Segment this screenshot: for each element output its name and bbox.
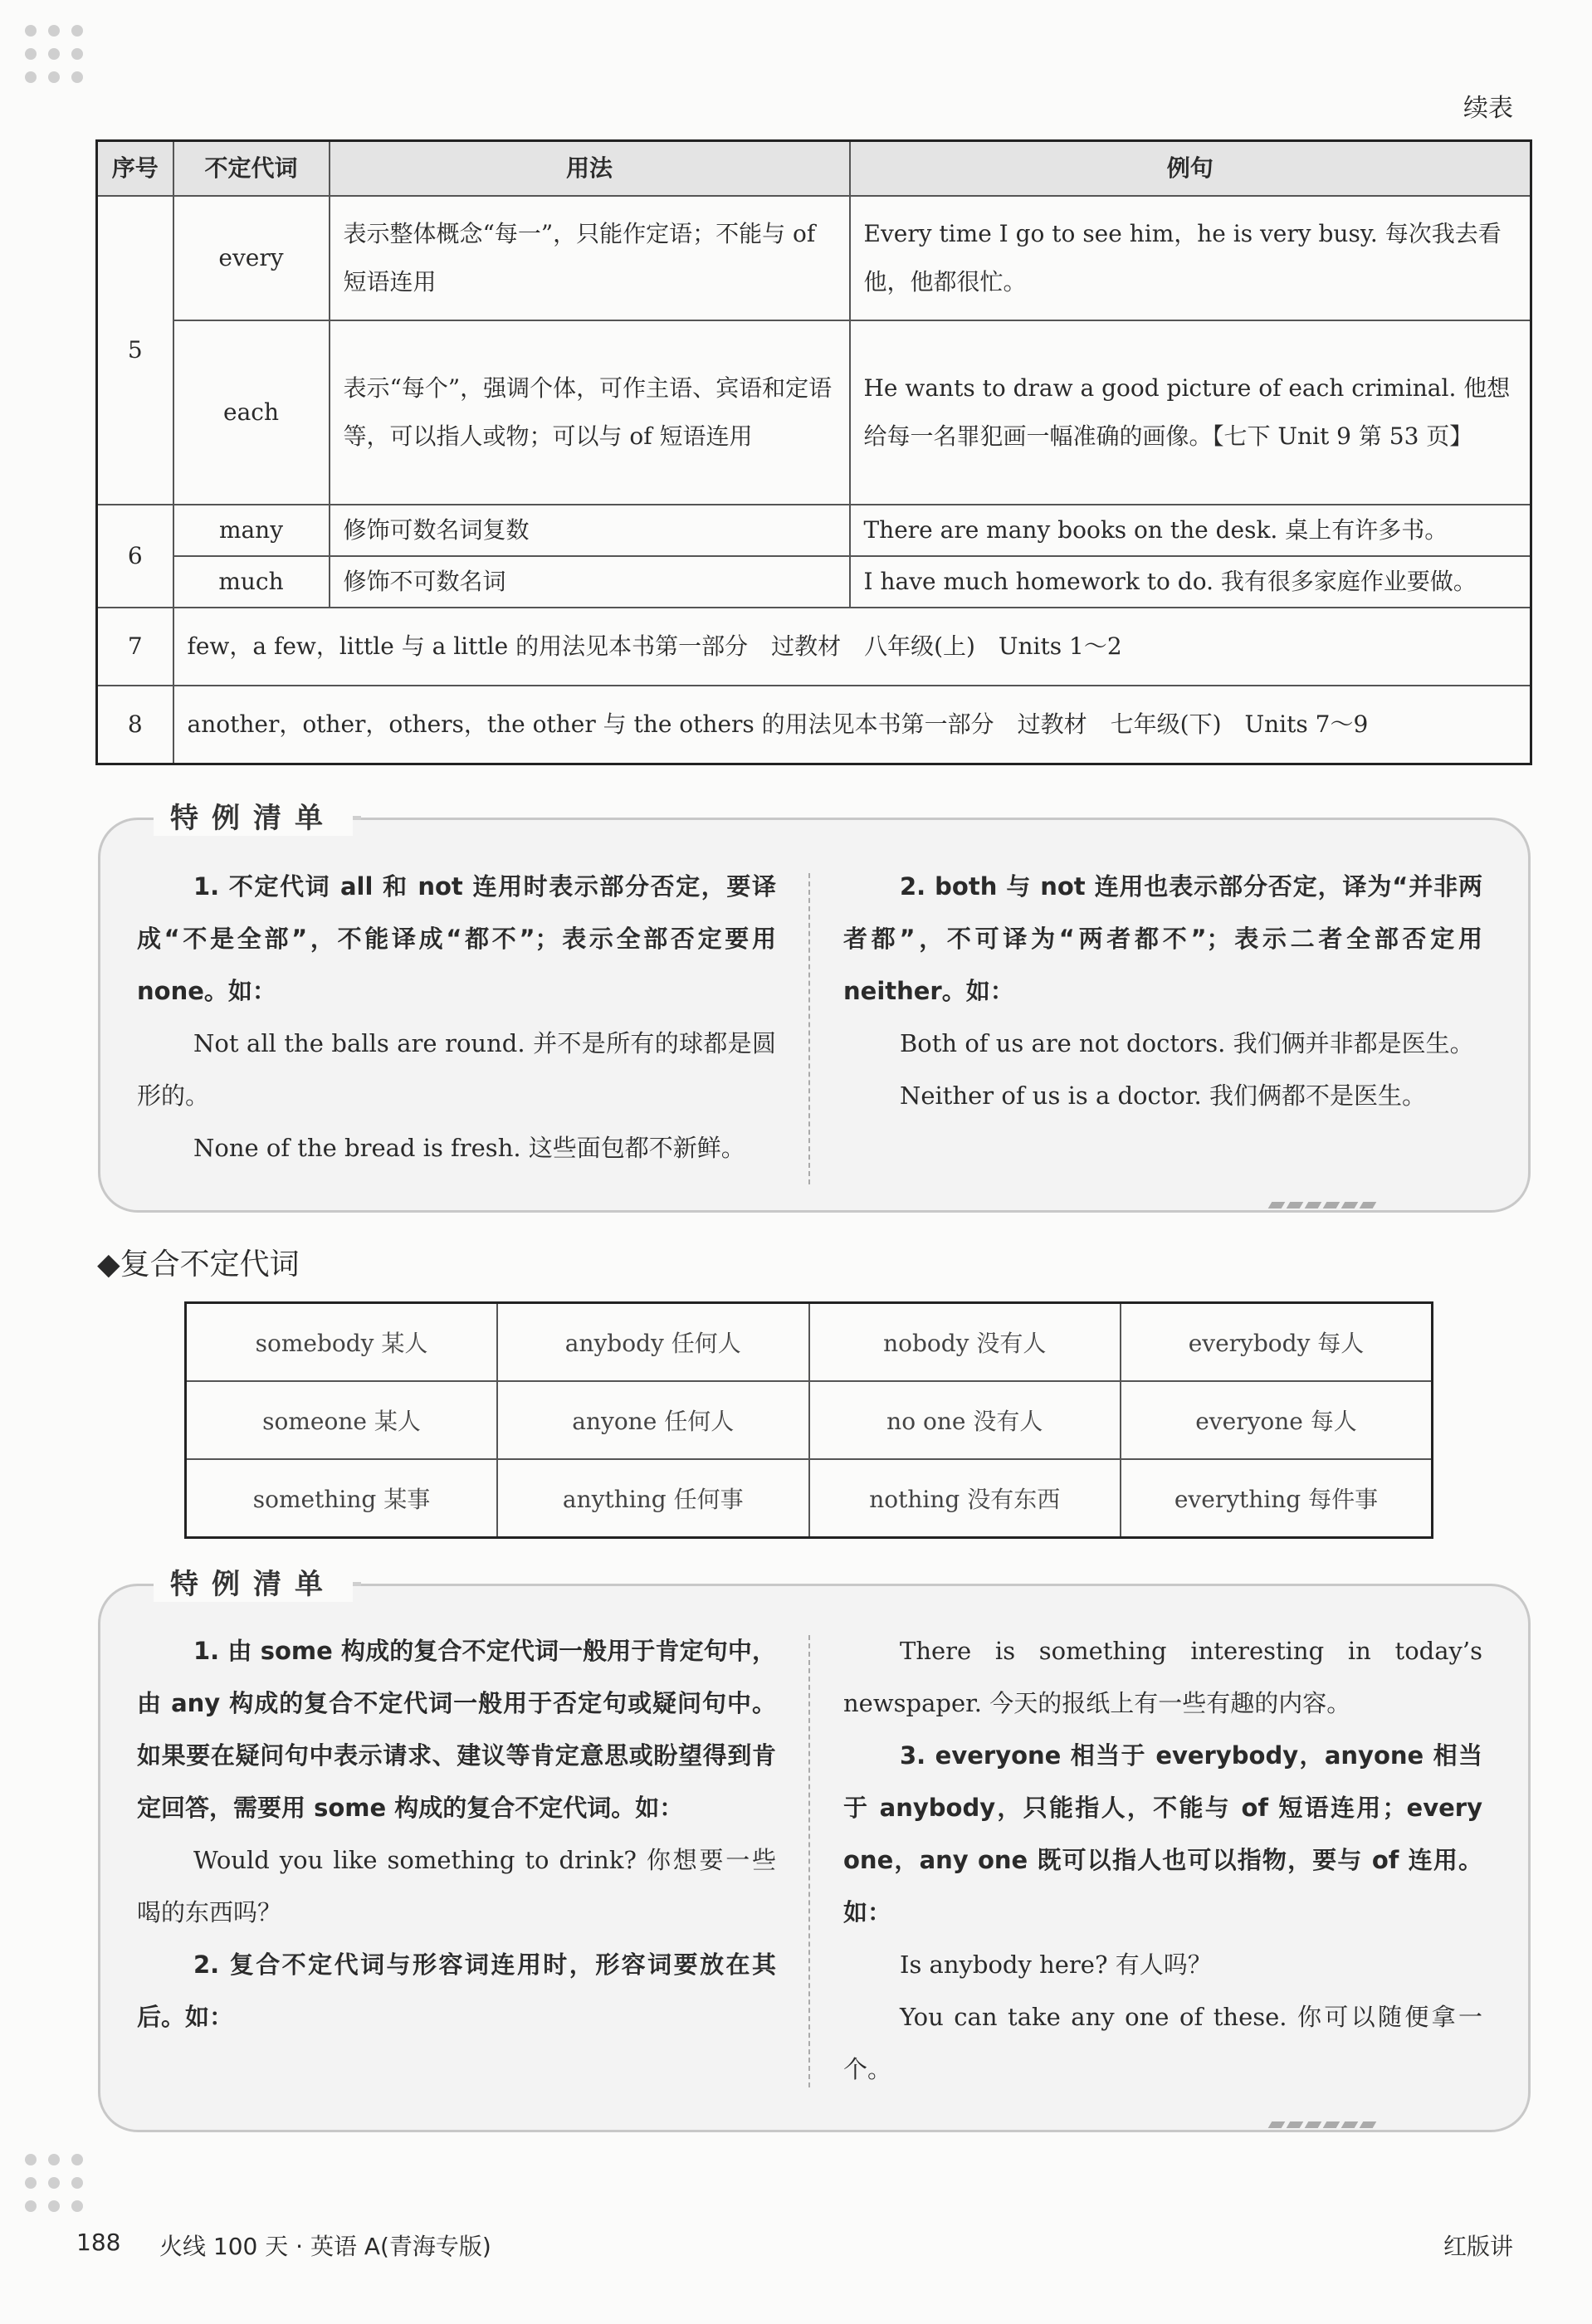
header-usage: 用法 — [330, 141, 850, 197]
full-row-cell: another，other，others，the other 与 the others 的用法见本书第一部分 过教材 七年级(下) Units 7～9 — [173, 686, 1531, 764]
rule-2: 2. both 与 not 连用也表示部分否定，译为“并非两者都”，不可译为“两者都不”；表示二者全部否定用 neither。如： — [843, 872, 1482, 1005]
rule-1: 1. 不定代词 all 和 not 连用时表示部分否定，要译成“不是全部”，不能译成“都不”；表示全部否定要用 none。如： — [137, 872, 776, 1005]
example-sentence: None of the bread is fresh. 这些面包都不新鲜。 — [193, 1134, 745, 1162]
header-example: 例句 — [850, 141, 1531, 197]
row-number: 5 — [97, 196, 173, 505]
continued-label: 续表 — [1463, 94, 1513, 123]
pronoun-cell: many — [173, 505, 330, 556]
box1-left-column — [137, 861, 776, 1174]
edition-label: 红版讲 — [1443, 2233, 1513, 2260]
grid-cell: everyone 每人 — [1121, 1381, 1433, 1459]
grid-cell: anyone 任何人 — [497, 1381, 809, 1459]
usage-cell: 修饰可数名词复数 — [330, 505, 850, 556]
example-sentence: Neither of us is a doctor. 我们俩都不是医生。 — [900, 1081, 1426, 1110]
example-cell: I have much homework to do. 我有很多家庭作业要做。 — [850, 556, 1531, 608]
pronoun-cell: much — [173, 556, 330, 608]
table-row — [186, 1303, 1433, 1382]
grid-cell: anybody 任何人 — [497, 1303, 809, 1382]
rule-2: 2. 复合不定代词与形容词连用时，形容词要放在其后。如： — [137, 1950, 776, 2031]
example-sentence: Both of us are not doctors. 我们俩并非都是医生。 — [900, 1029, 1474, 1057]
usage-cell: 修饰不可数名词 — [330, 556, 850, 608]
rule-1: 1. 由 some 构成的复合不定代词一般用于肯定句中，由 any 构成的复合不定代词一般用于否定句或疑问句中。如果要在疑问句中表示请求、建议等肯定意思或盼望得到肯定回答，需要用 some 构成的复合不定代词。如： — [137, 1637, 776, 1822]
decorative-dots-bottom — [25, 2154, 83, 2212]
example-cell: There are many books on the desk. 桌上有许多书。 — [850, 505, 1531, 556]
decorative-dots-top — [25, 25, 83, 83]
grid-cell: something 某事 — [186, 1459, 498, 1538]
decorative-stripes — [1270, 2121, 1375, 2128]
example-cell: He wants to draw a good picture of each criminal. 他想给每一名罪犯画一幅准确的画像。【七下 Unit 9 第 53 页】 — [850, 320, 1531, 505]
row-number: 8 — [97, 686, 173, 764]
box1-right-column — [843, 861, 1482, 1122]
table-row — [97, 686, 1531, 764]
example-sentence: There is something interesting in today’s newspaper. 今天的报纸上有一些有趣的内容。 — [843, 1637, 1482, 1717]
book-title: 火线 100 天 · 英语 A(青海专版) — [159, 2233, 491, 2260]
rule-3: 3. everyone 相当于 everybody，anyone 相当于 anybody，只能指人，不能与 of 短语连用；every one，any one 既可以指人也可以指物，要与 of 连用。如： — [843, 1741, 1482, 1926]
grid-cell: no one 没有人 — [809, 1381, 1121, 1459]
compound-pronoun-table — [184, 1301, 1433, 1539]
special-cases-title: 特例清单 — [154, 1561, 353, 1602]
header-number: 序号 — [97, 141, 173, 197]
table-row — [97, 320, 1531, 505]
column-divider — [808, 1635, 810, 2087]
table-row — [186, 1381, 1433, 1459]
table-row — [97, 505, 1531, 556]
section-title: ◆复合不定代词 — [97, 1247, 300, 1282]
table-row — [97, 196, 1531, 320]
table-row — [97, 556, 1531, 608]
example-sentence: Is anybody here? 有人吗？ — [900, 1950, 1212, 1979]
table-header-row — [97, 141, 1531, 197]
pronoun-cell: each — [173, 320, 330, 505]
row-number: 6 — [97, 505, 173, 608]
full-row-cell: few，a few，little 与 a little 的用法见本书第一部分 过教材 八年级(上) Units 1～2 — [173, 608, 1531, 686]
example-sentence: Not all the balls are round. 并不是所有的球都是圆形的。 — [137, 1029, 776, 1110]
special-cases-title: 特例清单 — [154, 795, 353, 836]
box2-right-column — [843, 1625, 1482, 2096]
example-sentence: Would you like something to drink? 你想要一些喝的东西吗？ — [137, 1846, 776, 1926]
usage-cell: 表示整体概念“每一”，只能作定语；不能与 of 短语连用 — [330, 196, 850, 320]
grid-cell: everything 每件事 — [1121, 1459, 1433, 1538]
table-row — [186, 1459, 1433, 1538]
grid-cell: nothing 没有东西 — [809, 1459, 1121, 1538]
table-row — [97, 608, 1531, 686]
page-number: 188 — [76, 2229, 121, 2256]
decorative-stripes — [1270, 1202, 1375, 1208]
example-sentence: You can take any one of these. 你可以随便拿一个。 — [843, 2003, 1482, 2083]
grid-cell: anything 任何事 — [497, 1459, 809, 1538]
grid-cell: nobody 没有人 — [809, 1303, 1121, 1382]
row-number: 7 — [97, 608, 173, 686]
grid-cell: someone 某人 — [186, 1381, 498, 1459]
column-divider — [808, 873, 810, 1184]
grid-cell: everybody 每人 — [1121, 1303, 1433, 1382]
pronoun-cell: every — [173, 196, 330, 320]
box2-left-column — [137, 1625, 776, 2043]
header-pronoun: 不定代词 — [173, 141, 330, 197]
example-cell: Every time I go to see him，he is very busy. 每次我去看他，他都很忙。 — [850, 196, 1531, 320]
usage-cell: 表示“每个”，强调个体，可作主语、宾语和定语等，可以指人或物；可以与 of 短语连用 — [330, 320, 850, 505]
grid-cell: somebody 某人 — [186, 1303, 498, 1382]
pronoun-usage-table — [95, 139, 1532, 765]
